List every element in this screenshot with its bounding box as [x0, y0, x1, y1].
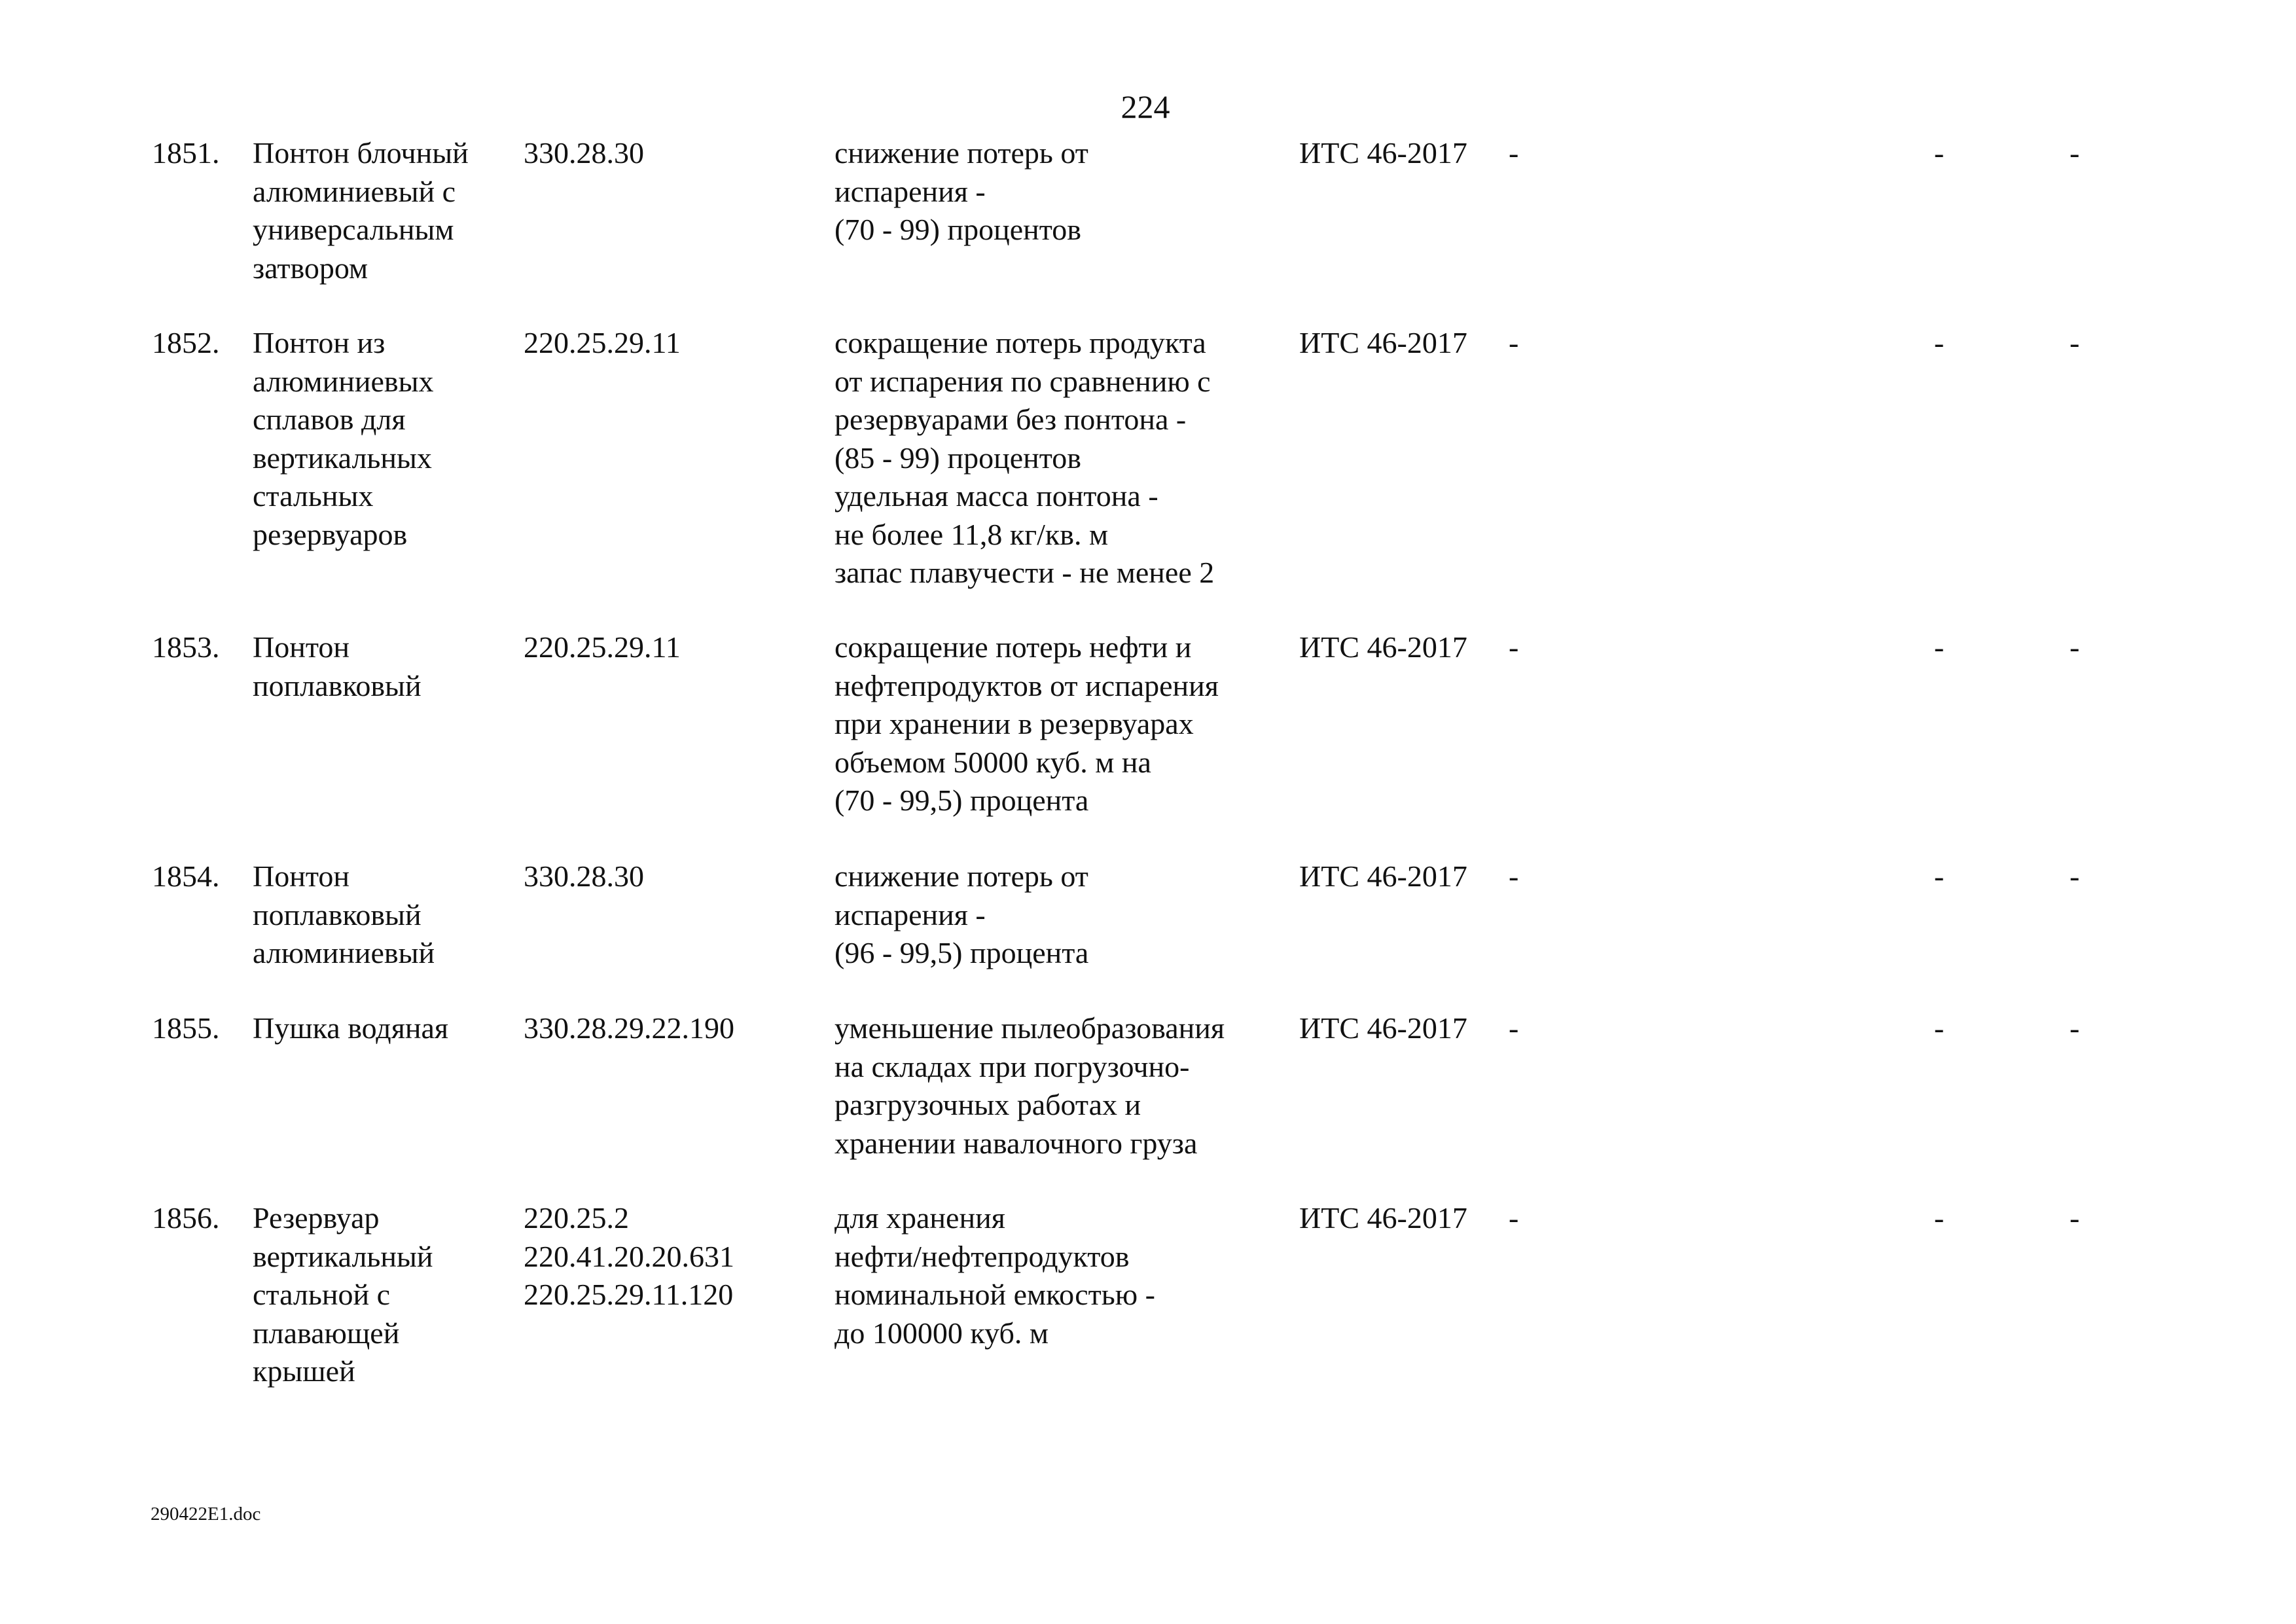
empty-dash: - — [1509, 1201, 1519, 1235]
equipment-name: Понтон поплавковый алюминиевый — [253, 859, 435, 969]
its-reference: ИТС 46-2017 — [1299, 136, 1467, 170]
empty-dash: - — [2070, 136, 2080, 170]
empty-dash: - — [2070, 630, 2080, 664]
page-number: 224 — [1121, 88, 1170, 125]
description: снижение потерь от испарения - (70 - 99) процентов — [834, 136, 1088, 246]
row-number: 1852. — [152, 326, 220, 359]
okpd-code: 330.28.30 — [524, 859, 644, 893]
its-reference: ИТС 46-2017 — [1299, 1011, 1467, 1045]
row-number: 1854. — [152, 859, 220, 893]
row-number: 1851. — [152, 136, 220, 170]
empty-dash: - — [2070, 1201, 2080, 1235]
okpd-code: 330.28.29.22.190 — [524, 1011, 734, 1045]
empty-dash: - — [1934, 1011, 1945, 1045]
equipment-name: Понтон из алюминиевых сплавов для вертикальных стальных резервуаров — [253, 326, 434, 551]
empty-dash: - — [1934, 859, 1945, 893]
empty-dash: - — [2070, 859, 2080, 893]
empty-dash: - — [2070, 326, 2080, 359]
description: сокращение потерь продукта от испарения по сравнению с резервуарами без понтона - (85 - 99) процентов удельная масса понтона - не более 11,8 кг/кв. м запас плавучести - не менее 2 — [834, 326, 1215, 589]
okpd-code: 220.25.2 220.41.20.20.631 220.25.29.11.120 — [524, 1201, 734, 1311]
row-number: 1856. — [152, 1201, 220, 1235]
description: уменьшение пылеобразования на складах при погрузочно- разгрузочных работах и хранении навалочного груза — [834, 1011, 1225, 1160]
row-number: 1853. — [152, 630, 220, 664]
okpd-code: 330.28.30 — [524, 136, 644, 170]
empty-dash: - — [1934, 1201, 1945, 1235]
empty-dash: - — [1509, 1011, 1519, 1045]
description: для хранения нефти/нефтепродуктов номинальной емкостью - до 100000 куб. м — [834, 1201, 1155, 1350]
equipment-name: Пушка водяная — [253, 1011, 449, 1045]
empty-dash: - — [1509, 136, 1519, 170]
document-filename: 290422E1.doc — [151, 1504, 261, 1525]
description: сокращение потерь нефти и нефтепродуктов от испарения при хранении в резервуарах объемом 50000 куб. м на (70 - 99,5) процента — [834, 630, 1219, 817]
empty-dash: - — [1509, 859, 1519, 893]
equipment-name: Понтон блочный алюминиевый с универсальным затвором — [253, 136, 469, 285]
empty-dash: - — [1934, 136, 1945, 170]
empty-dash: - — [1934, 630, 1945, 664]
its-reference: ИТС 46-2017 — [1299, 326, 1467, 359]
its-reference: ИТС 46-2017 — [1299, 859, 1467, 893]
empty-dash: - — [1509, 326, 1519, 359]
its-reference: ИТС 46-2017 — [1299, 630, 1467, 664]
row-number: 1855. — [152, 1011, 220, 1045]
description: снижение потерь от испарения - (96 - 99,5) процента — [834, 859, 1089, 969]
equipment-name: Резервуар вертикальный стальной с плавающей крышей — [253, 1201, 433, 1388]
okpd-code: 220.25.29.11 — [524, 326, 681, 359]
empty-dash: - — [2070, 1011, 2080, 1045]
empty-dash: - — [1509, 630, 1519, 664]
equipment-name: Понтон поплавковый — [253, 630, 422, 702]
empty-dash: - — [1934, 326, 1945, 359]
its-reference: ИТС 46-2017 — [1299, 1201, 1467, 1235]
okpd-code: 220.25.29.11 — [524, 630, 681, 664]
